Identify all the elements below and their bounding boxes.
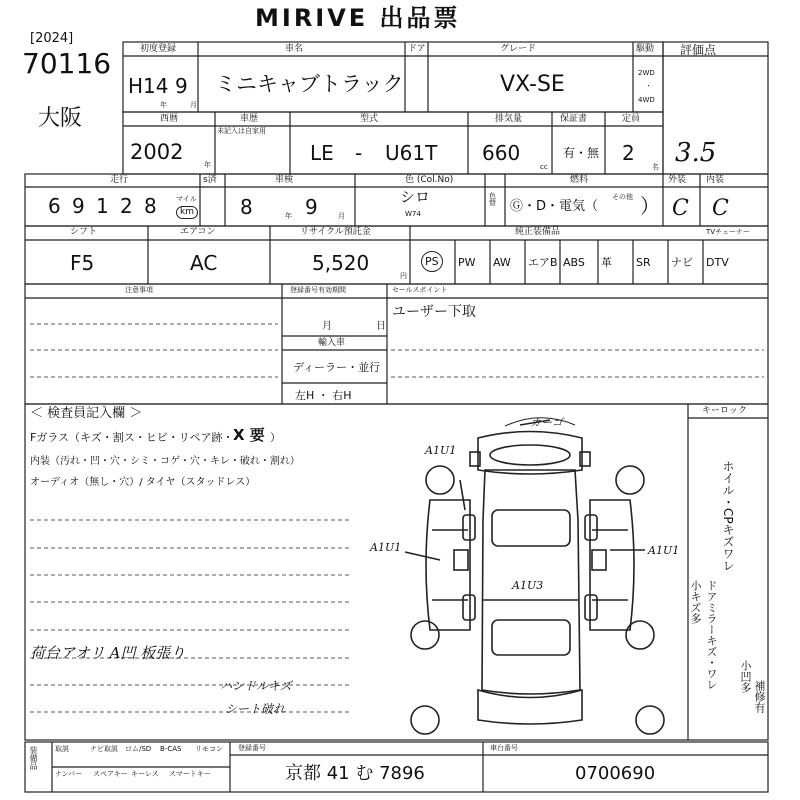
color-no: W74 (405, 210, 421, 218)
side-note-c (688, 580, 702, 740)
label-reg-expiry: 登録番号有効期間 (290, 286, 346, 294)
displacement: 660 (482, 141, 521, 165)
reg-month: 9 (175, 74, 188, 98)
mileage-unit: マイル (176, 195, 197, 203)
label-score: 評価点 (680, 43, 717, 57)
warranty-value: 有・無 (563, 146, 600, 160)
inspector-line1-end: ） (270, 431, 281, 444)
chassis-number: 0700690 (575, 763, 656, 784)
side-note-e (752, 680, 766, 740)
inspector-hand-note2: ハンドルキズ (220, 679, 292, 693)
side-note-3: ドアミラーキズ・ワレ (705, 580, 718, 690)
drive-4wd: 4WD (638, 96, 655, 104)
model-dash: - (355, 141, 363, 165)
label-warranty: 保証書 (560, 114, 588, 124)
label-exterior: 外装 (668, 175, 687, 185)
label-meter-swap: s済 (203, 175, 217, 185)
label-equipment: 純正装備品 (515, 227, 561, 237)
label-door: ドア (408, 44, 426, 54)
inspector-line1: Fガラス（キズ・割ス・ヒビ・リペア跡・ (30, 431, 234, 444)
footer-equip-item: キーレス (131, 770, 159, 778)
venue: 大阪 (38, 106, 83, 131)
interior-grade: C (712, 196, 729, 221)
inspector-line3: オーディオ（無し・穴）/ タイヤ（スタッドレス） (30, 477, 256, 488)
car-name: ミニキャブトラック (215, 72, 404, 96)
label-interior: 内装 (706, 175, 725, 185)
side-note-6: 補修有 (753, 680, 766, 713)
mileage-digit: 8 (144, 194, 157, 218)
label-key-lock: キーロック (702, 406, 747, 416)
year-unit-3: 年 (285, 212, 292, 220)
label-western: 西暦 (160, 114, 179, 124)
equipment-item: 革 (601, 256, 612, 269)
label-model: 型式 (360, 114, 379, 124)
yen-unit: 円 (400, 272, 407, 280)
footer-equip-item: スマートキー (169, 770, 211, 778)
mileage-digit: 6 (48, 194, 61, 218)
diagram-note-top: カーゴ (530, 416, 563, 429)
label-shift: シフト (70, 227, 98, 237)
footer-equip-item: ロム/SD (125, 745, 152, 753)
diagram-note-right: A1U1 (648, 544, 680, 557)
form-title: MIRIVE 出品票 (255, 4, 461, 32)
label-grade: グレード (500, 44, 537, 54)
year-unit-2: 年 (204, 161, 211, 169)
inspector-title: ＜ 検査員記入欄 ＞ (30, 406, 143, 421)
equipment-item: ナビ (671, 256, 693, 269)
mileage-digit: 9 (72, 194, 85, 218)
inspection-month: 9 (305, 195, 318, 219)
equipment-item: PW (458, 256, 476, 269)
reg-year: H14 (128, 74, 169, 98)
diagram-note-left: A1U1 (370, 541, 402, 554)
side-note-d (738, 660, 752, 740)
model-code: U61T (385, 141, 438, 165)
shift-value: F5 (70, 251, 95, 275)
side-note-1: ホイル・CPキズ (721, 460, 735, 548)
fuel-value: Ⓖ・D・電気（ (510, 199, 599, 214)
import-dealer: ディーラー・並行 (293, 361, 381, 374)
footer-equip-item: ナビ取説 (90, 745, 118, 753)
reg-month-label: 月 (322, 321, 332, 332)
label-mileage: 走行 (110, 175, 129, 185)
inspection-year: 8 (240, 195, 253, 219)
inspector-hand-note1: 荷台アオリ A凹 板張り (30, 644, 186, 662)
fuel-other: その他 (612, 193, 633, 201)
label-recycle: リサイクル預託金 (300, 227, 371, 237)
side-note (720, 460, 736, 735)
footer-equip-item: 取説 (55, 745, 69, 753)
mileage-digit: 1 (96, 194, 109, 218)
color-value: シロ (400, 188, 431, 206)
label-color: 色 (Col.No) (405, 175, 454, 185)
footer-equip-item: スペアキー (93, 770, 128, 778)
label-car-name: 車名 (285, 44, 304, 54)
label-notes: 注意事項 (125, 286, 153, 294)
aircon-value: AC (190, 251, 218, 275)
label-sales-point: セールスポイント (392, 286, 448, 294)
drive-2wd: 2WD (638, 69, 655, 77)
cc-unit: cc (540, 163, 548, 171)
recycle-value: 5,520 (312, 251, 370, 275)
month-unit: 月 (190, 101, 197, 109)
drive-dot: ・ (645, 82, 652, 90)
footer-equip-item: B-CAS (160, 745, 182, 753)
year-label: [2024] (30, 31, 74, 46)
equipment-item: DTV (706, 256, 729, 269)
label-aircon: エアコン (180, 227, 216, 237)
side-note-b (704, 580, 718, 740)
score-value: 3.5 (675, 138, 717, 168)
label-reg-no: 登録番号 (238, 744, 266, 752)
inspector-line1-mark: X 要 (233, 426, 265, 444)
footer-equip-item: リモコン (195, 745, 223, 753)
side-note-4: 小キズ多 (689, 580, 702, 624)
diagram-note-center: A1U3 (512, 579, 544, 592)
reg-day-label: 日 (376, 321, 386, 332)
label-import-car: 輸入車 (318, 338, 346, 348)
side-note-2: ワレ (721, 547, 735, 572)
month-unit-3: 月 (338, 212, 345, 220)
mileage-digit: 2 (120, 194, 133, 218)
footer-side-label: 装備品 (29, 746, 38, 770)
car-diagram (405, 420, 664, 734)
equipment-item: ABS (563, 256, 585, 269)
equipment-item: AW (493, 256, 511, 269)
label-first-reg: 初度登録 (140, 44, 177, 54)
color-change: 色替 (489, 192, 496, 207)
reg-number: 京都 41 む 7896 (285, 763, 425, 784)
footer-equip-item: ナンバー (55, 770, 83, 778)
model-prefix: LE (310, 141, 334, 165)
label-drive: 駆動 (636, 44, 655, 54)
grade: VX-SE (500, 72, 565, 97)
label-inspection: 車検 (275, 175, 294, 185)
label-history: 車歴 (240, 114, 259, 124)
capacity: 2 (622, 141, 635, 165)
sales-point-text: ユーザー下取 (392, 304, 476, 320)
equipment-item: エアB (528, 256, 558, 269)
label-displacement: 排気量 (495, 114, 523, 124)
label-tuner: TVチューナー (706, 228, 750, 236)
label-capacity: 定員 (622, 114, 641, 124)
inspector-hand-note3: シート破れ (225, 702, 286, 716)
side-note-5: 小凹多 (739, 660, 752, 693)
year-unit: 年 (160, 101, 167, 109)
equipment-item: PS (421, 251, 443, 272)
diagram-note-front-left: A1U1 (425, 444, 457, 457)
year-western: 2002 (130, 140, 184, 164)
capacity-unit: 名 (652, 163, 659, 171)
fuel-close: ） (640, 194, 660, 218)
km-unit: km (176, 206, 198, 219)
equipment-item: SR (636, 256, 651, 269)
label-history-sub: 未記入は自家用 (217, 127, 266, 135)
inspector-line2: 内装（汚れ・凹・穴・シミ・コゲ・穴・キレ・破れ・割れ） (30, 456, 300, 467)
label-fuel: 燃料 (570, 175, 589, 185)
lot-number: 70116 (22, 47, 112, 80)
exterior-grade: C (672, 196, 689, 221)
label-chassis: 車台番号 (490, 744, 518, 752)
import-handle: 左H ・ 右H (295, 389, 352, 402)
